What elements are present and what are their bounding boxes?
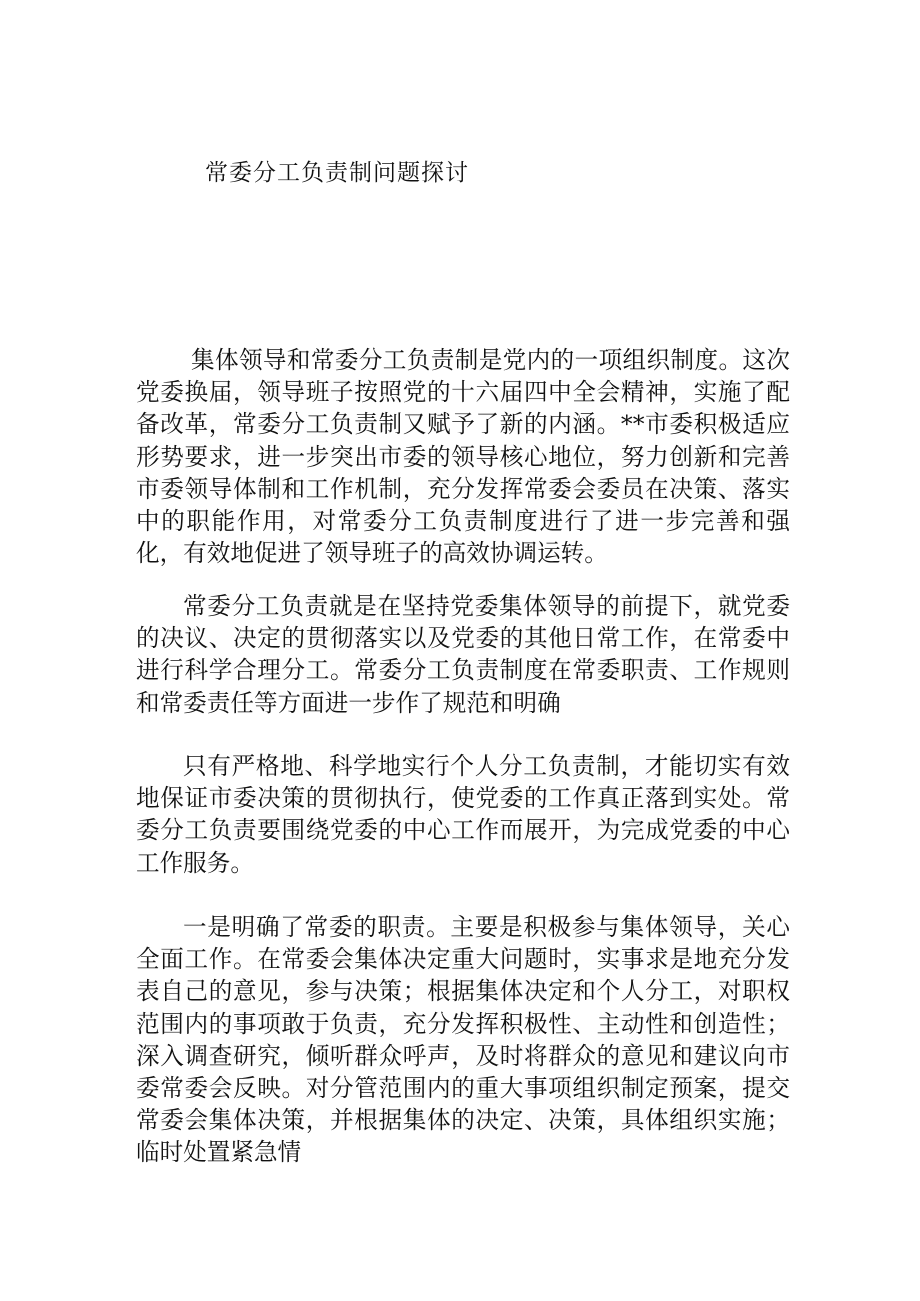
paragraph-1: 集体领导和常委分工负责制是党内的一项组织制度。这次党委换届，领导班子按照党的十六届四中全会精神，实施了配备改革，常委分工负责制又赋予了新的内涵。**市委积极适应形势要求，进一步突出市委的领导核心地位，努力创新和完善市委领导体制和工作机制，充分发挥常委会委员在决策、落实中的职能作用，对常委分工负责制度进行了进一步完善和强化，有效地促进了领导班子的高效协调运转。 bbox=[136, 346, 790, 568]
paragraph-4: 一是明确了常委的职责。主要是积极参与集体领导，关心全面工作。在常委会集体决定重大问题时，实事求是地充分发表自己的意见，参与决策；根据集体决定和个人分工，对职权范围内的事项敢于负责，充分发挥积极性、主动性和创造性；深入调查研究，倾听群众呼声，及时将群众的意见和建议向市委常委会反映。对分管范围内的重大事项组织制定预案，提交常委会集体决策，并根据集体的决定、决策，具体组织实施；临时处置紧急情 bbox=[136, 913, 790, 1167]
document-title: 常委分工负责制问题探讨 bbox=[205, 160, 469, 186]
paragraph-2: 常委分工负责就是在坚持党委集体领导的前提下，就党委的决议、决定的贯彻落实以及党委的其他日常工作，在常委中进行科学合理分工。常委分工负责制度在常委职责、工作规则和常委责任等方面进一步作了规范和明确 bbox=[136, 592, 790, 717]
paragraph-3: 只有严格地、科学地实行个人分工负责制，才能切实有效地保证市委决策的贯彻执行，使党委的工作真正落到实处。常委分工负责要围绕党委的中心工作而展开，为完成党委的中心工作服务。 bbox=[136, 752, 790, 877]
